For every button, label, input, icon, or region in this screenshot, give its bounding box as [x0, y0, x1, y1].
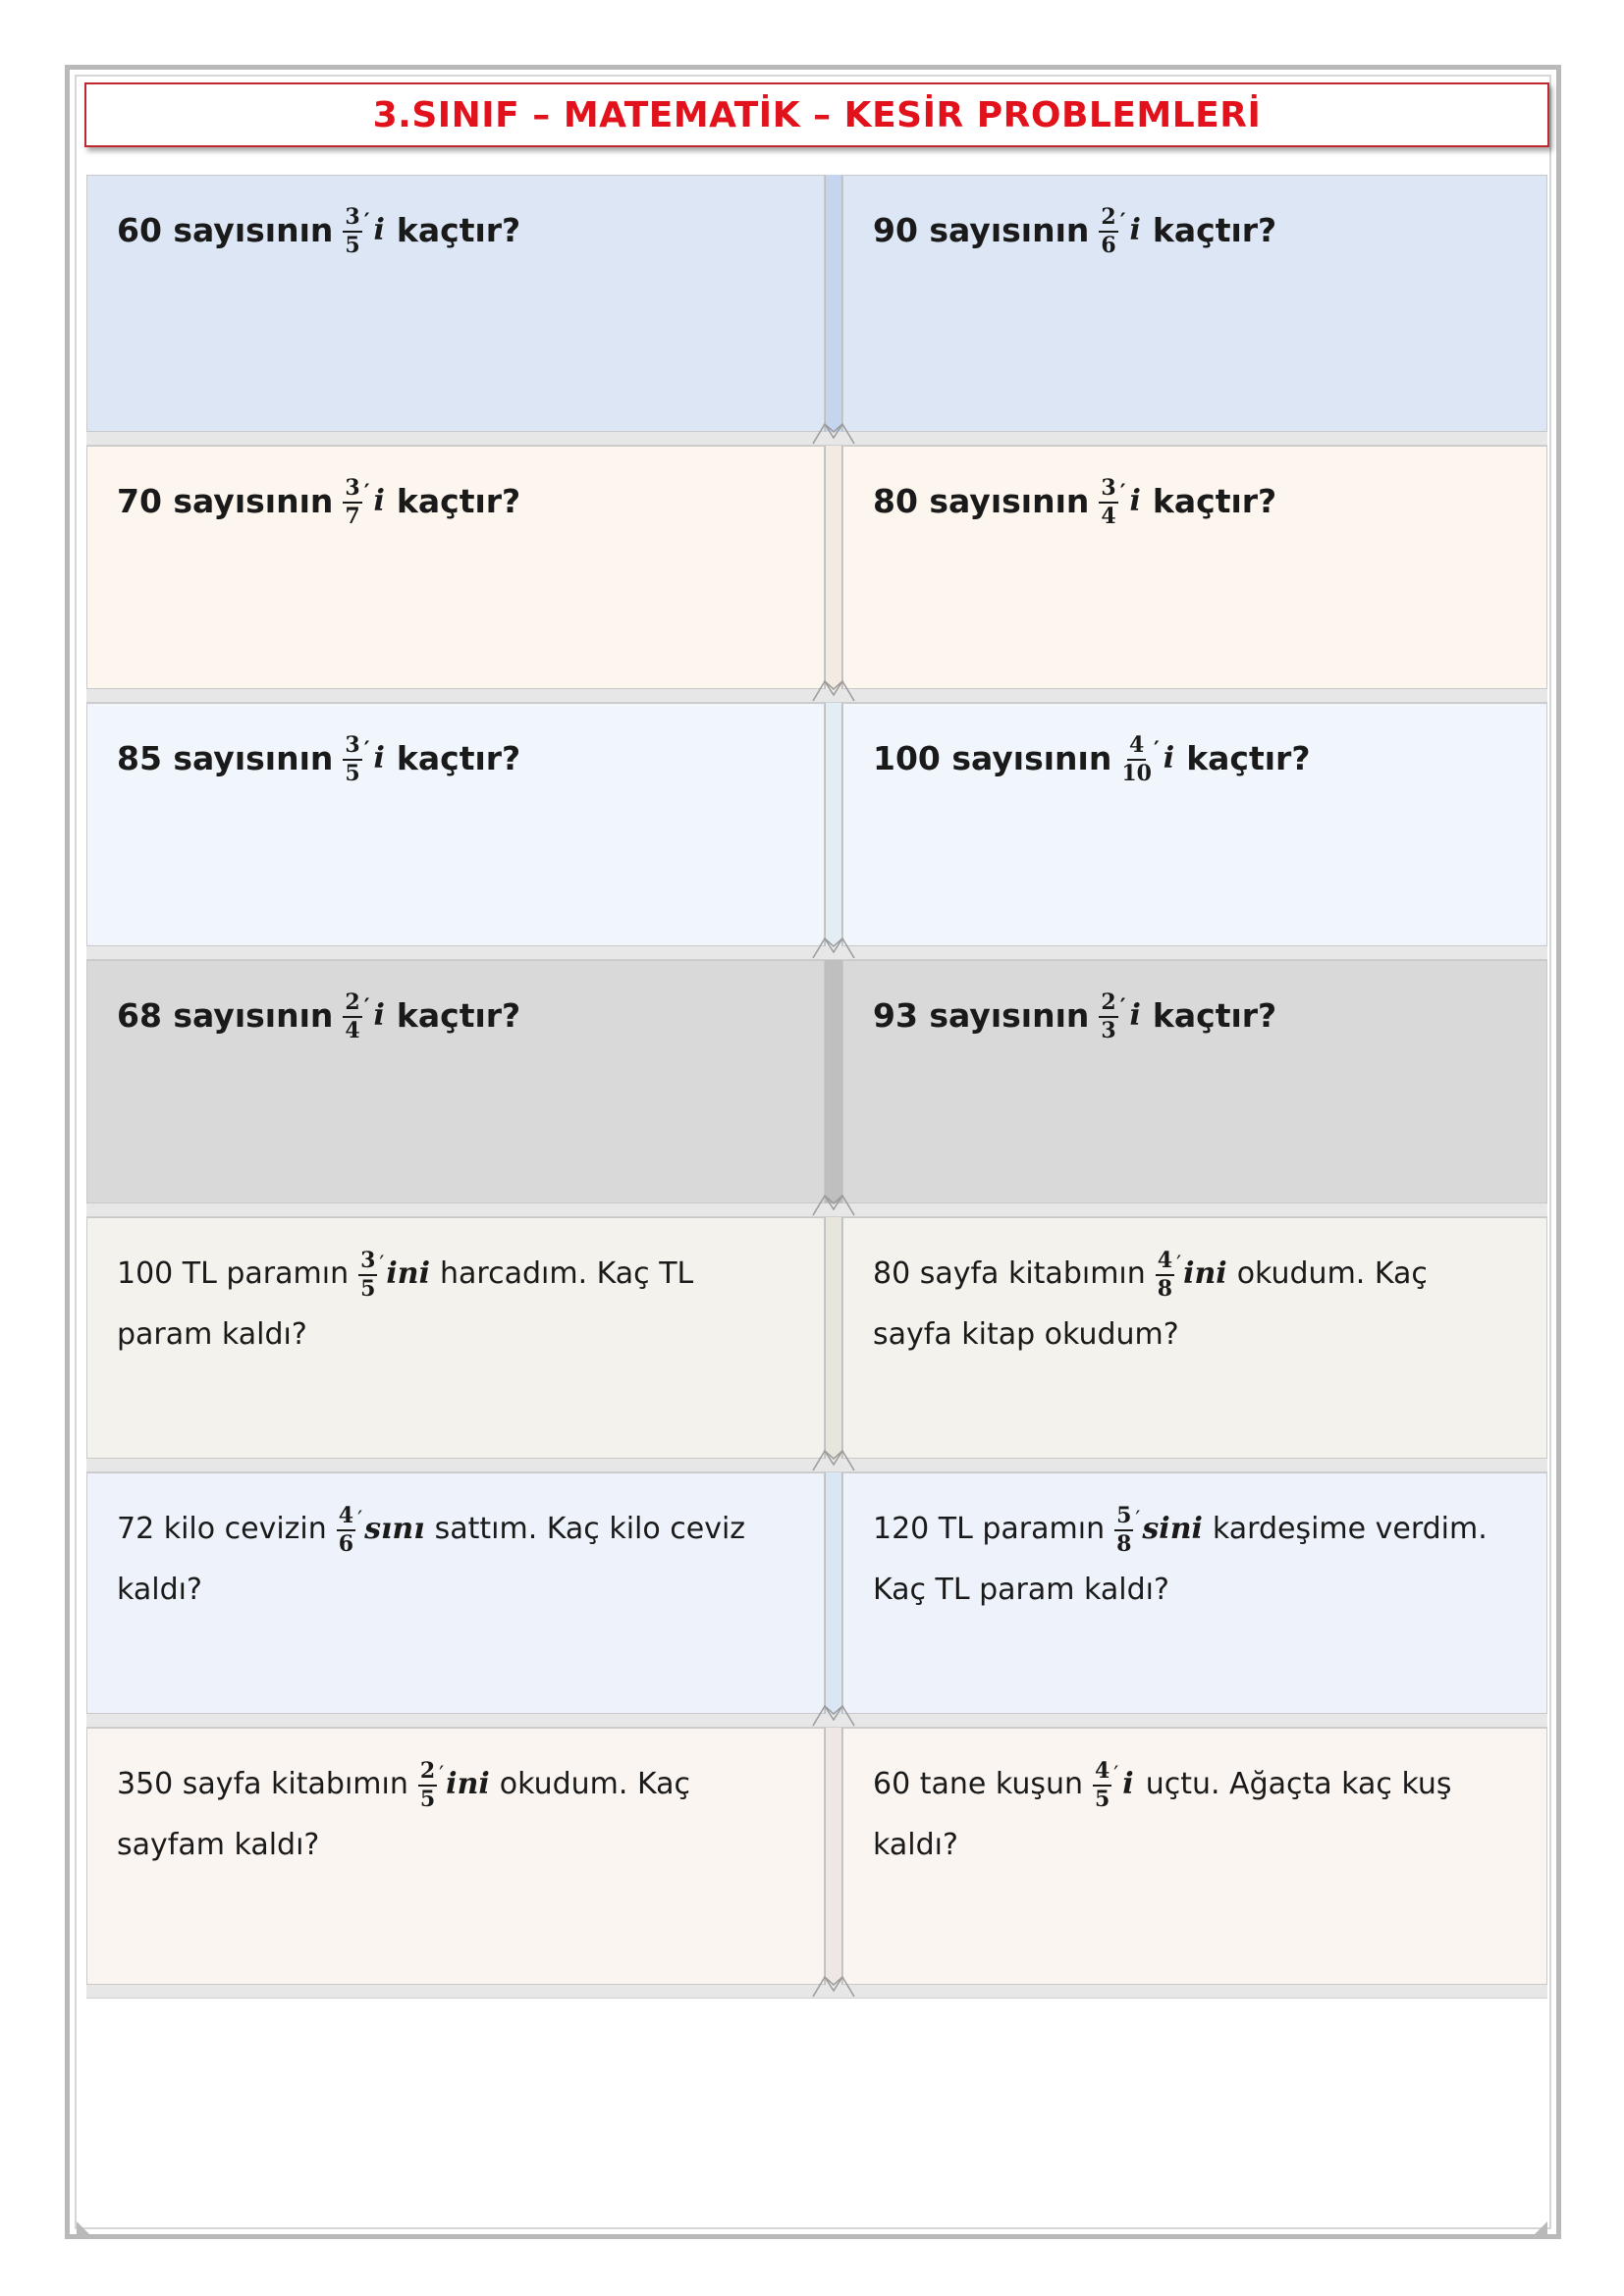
fraction-body: [358, 1249, 377, 1301]
problem-row: [86, 960, 1547, 1203]
question-text: [117, 472, 794, 531]
fold-spine: [825, 1728, 842, 1985]
question-prefix: 90 sayısının: [873, 211, 1090, 249]
fraction-numerator: 3: [1099, 476, 1117, 504]
question-text-line2: param kaldı?: [117, 1317, 307, 1352]
question-suffix-text: harcadım. Kaç TL: [440, 1256, 694, 1291]
question-suffix-text: kaçtır?: [396, 739, 521, 777]
fraction-numerator: 4: [1156, 1249, 1174, 1276]
fraction-denominator: 10: [1121, 760, 1152, 786]
fold-spine: [825, 1217, 842, 1459]
apostrophe-mark: ′: [1153, 736, 1160, 763]
apostrophe-mark: ′: [363, 736, 370, 763]
fold-corner-mark: [811, 1971, 856, 1999]
fraction: [333, 476, 369, 528]
fold-spine: [825, 703, 842, 946]
apostrophe-mark: ′: [1119, 993, 1126, 1020]
fraction-body: [337, 1504, 355, 1556]
problem-card-left: [86, 446, 825, 689]
fraction-denominator: 4: [345, 1017, 360, 1043]
problem-card-right: [842, 960, 1547, 1203]
fraction-numerator: 3: [358, 1249, 377, 1276]
fraction-denominator: 5: [345, 760, 360, 786]
apostrophe-mark: ′: [363, 479, 370, 506]
problem-row: [86, 703, 1547, 946]
problem-card-right: [842, 1217, 1547, 1459]
question-suffix-text: kaçtır?: [1186, 739, 1311, 777]
problem-card-left: [86, 175, 825, 432]
fold-corner-mark: [811, 418, 856, 446]
fraction: [1083, 1759, 1118, 1811]
problem-card-left: [86, 1217, 825, 1459]
question-text: [117, 987, 794, 1045]
problem-row: [86, 1728, 1547, 1985]
fraction-suffix: i: [373, 484, 385, 518]
fraction-denominator: 4: [1101, 503, 1116, 529]
question-suffix-text: kaçtır?: [396, 482, 521, 520]
fraction-suffix: i: [373, 213, 385, 247]
fraction-numerator: 3: [343, 476, 361, 504]
fraction-body: [343, 733, 361, 785]
question-text: [873, 1754, 1517, 1815]
fraction-suffix: i: [1122, 1767, 1134, 1801]
fraction-suffix: i: [1129, 484, 1141, 518]
corner-mark-bottom-left: [77, 2221, 90, 2235]
question-prefix: 72 kilo cevizin: [117, 1512, 327, 1546]
fold-spine: [825, 1472, 842, 1714]
fraction: [349, 1249, 384, 1301]
question-text-line2: Kaç TL param kaldı?: [873, 1573, 1169, 1607]
fraction-body: [1156, 1249, 1174, 1301]
question-text: [117, 1499, 794, 1560]
problem-row: [86, 175, 1547, 432]
question-prefix: 93 sayısının: [873, 996, 1090, 1035]
fold-corner-mark: [811, 1700, 856, 1728]
problem-card-left: [86, 1728, 825, 1985]
question-text: [873, 1499, 1517, 1560]
question-suffix-text: kardeşime verdim.: [1212, 1512, 1488, 1546]
problem-card-right: [842, 1472, 1547, 1714]
problem-card-left: [86, 1472, 825, 1714]
problem-card-left: [86, 960, 825, 1203]
fraction-body: [418, 1759, 437, 1811]
problem-row: [86, 1472, 1547, 1714]
fraction: [408, 1759, 444, 1811]
fraction-denominator: 6: [1101, 232, 1116, 258]
corner-mark-bottom-right: [1534, 2221, 1547, 2235]
fraction-denominator: 5: [1094, 1786, 1110, 1812]
fraction: [1089, 205, 1125, 257]
fraction-denominator: 7: [345, 503, 360, 529]
fold-corner-mark: [811, 933, 856, 960]
apostrophe-mark: ′: [1176, 1252, 1182, 1277]
fraction: [333, 733, 369, 785]
question-prefix: 80 sayfa kitabımın: [873, 1256, 1146, 1291]
question-prefix: 60 tane kuşun: [873, 1767, 1083, 1801]
fold-corner-mark: [811, 1445, 856, 1472]
fold-spine: [825, 175, 842, 432]
fraction-numerator: 2: [1099, 990, 1117, 1018]
fraction-suffix: i: [1129, 998, 1141, 1033]
question-prefix: 100 TL paramın: [117, 1256, 350, 1291]
question-prefix: 80 sayısının: [873, 482, 1090, 520]
fraction-denominator: 8: [1116, 1530, 1132, 1557]
apostrophe-mark: ′: [363, 208, 370, 235]
question-text: [117, 201, 794, 260]
fraction: [1111, 733, 1159, 785]
question-suffix-text: kaçtır?: [1152, 996, 1277, 1035]
fold-spine: [825, 446, 842, 689]
fraction-numerator: 4: [1127, 733, 1146, 761]
fraction-body: [1121, 733, 1152, 785]
question-text: [873, 1244, 1517, 1305]
fraction: [1089, 476, 1125, 528]
fold-spine: [825, 960, 842, 1203]
problem-card-right: [842, 1728, 1547, 1985]
fraction-body: [1099, 990, 1117, 1042]
fraction-denominator: 8: [1157, 1275, 1173, 1302]
question-suffix-text: uçtu. Ağaçta kaç kuş: [1145, 1767, 1452, 1801]
problem-card-right: [842, 175, 1547, 432]
fraction-body: [343, 990, 361, 1042]
question-text: [873, 729, 1517, 788]
worksheet-title: 3.SINIF – MATEMATİK – KESİR PROBLEMLERİ: [372, 94, 1262, 135]
question-prefix: 68 sayısının: [117, 996, 334, 1035]
problem-card-right: [842, 446, 1547, 689]
fraction: [1105, 1504, 1140, 1556]
question-text-line2: kaldı?: [117, 1573, 202, 1607]
problem-row: [86, 1217, 1547, 1459]
question-prefix: 100 sayısının: [873, 739, 1112, 777]
fraction-numerator: 3: [343, 733, 361, 761]
question-text-line2: sayfam kaldı?: [117, 1828, 320, 1862]
question-text: [117, 729, 794, 788]
question-suffix-text: sattım. Kaç kilo ceviz: [434, 1512, 746, 1546]
fraction-body: [343, 476, 361, 528]
question-text-line2: kaldı?: [873, 1828, 958, 1862]
fraction-denominator: 5: [345, 232, 360, 258]
apostrophe-mark: ′: [1135, 1507, 1141, 1532]
fraction-denominator: 6: [338, 1530, 354, 1557]
fraction-numerator: 4: [1093, 1759, 1111, 1787]
fraction-numerator: 2: [343, 990, 361, 1018]
fraction-numerator: 5: [1114, 1504, 1133, 1531]
question-prefix: 60 sayısının: [117, 211, 334, 249]
fraction-body: [1099, 476, 1117, 528]
fraction-numerator: 4: [337, 1504, 355, 1531]
fraction-body: [343, 205, 361, 257]
fraction-numerator: 2: [418, 1759, 437, 1787]
apostrophe-mark: ′: [1113, 1762, 1119, 1788]
problem-row: [86, 446, 1547, 689]
apostrophe-mark: ′: [439, 1762, 445, 1788]
question-text: [117, 1754, 794, 1815]
apostrophe-mark: ′: [1119, 479, 1126, 506]
question-suffix-text: okudum. Kaç: [499, 1767, 690, 1801]
apostrophe-mark: ′: [357, 1507, 363, 1532]
apostrophe-mark: ′: [363, 993, 370, 1020]
question-text: [873, 987, 1517, 1045]
fraction: [1089, 990, 1125, 1042]
question-suffix-text: kaçtır?: [396, 211, 521, 249]
fraction-suffix: i: [373, 998, 385, 1033]
fraction: [1146, 1249, 1181, 1301]
question-text-line2: sayfa kitap okudum?: [873, 1317, 1179, 1352]
fraction-denominator: 5: [419, 1786, 436, 1812]
fraction-suffix: i: [373, 741, 385, 775]
problem-card-right: [842, 703, 1547, 946]
question-suffix-text: okudum. Kaç: [1236, 1256, 1428, 1291]
fraction-numerator: 3: [343, 205, 361, 233]
question-suffix-text: kaçtır?: [1152, 482, 1277, 520]
fraction-denominator: 5: [360, 1275, 376, 1302]
fraction-suffix: i: [1163, 741, 1175, 775]
question-prefix: 70 sayısının: [117, 482, 334, 520]
fraction: [333, 990, 369, 1042]
question-text: [117, 1244, 794, 1305]
question-suffix-text: kaçtır?: [396, 996, 521, 1035]
fraction-denominator: 3: [1101, 1017, 1116, 1043]
fold-corner-mark: [811, 1190, 856, 1217]
fraction-suffix: ini: [446, 1767, 490, 1801]
apostrophe-mark: ′: [379, 1252, 385, 1277]
question-prefix: 85 sayısının: [117, 739, 334, 777]
fraction: [327, 1504, 362, 1556]
fraction-body: [1114, 1504, 1133, 1556]
fraction-body: [1093, 1759, 1111, 1811]
fraction-suffix: sini: [1142, 1512, 1203, 1546]
problem-card-left: [86, 703, 825, 946]
fraction-suffix: sını: [364, 1512, 425, 1546]
fraction-suffix: ini: [1183, 1256, 1227, 1291]
apostrophe-mark: ′: [1119, 208, 1126, 235]
question-prefix: 350 sayfa kitabımın: [117, 1767, 408, 1801]
fraction-suffix: ini: [386, 1256, 431, 1291]
fraction: [333, 205, 369, 257]
fold-corner-mark: [811, 675, 856, 703]
fraction-numerator: 2: [1099, 205, 1117, 233]
question-text: [873, 201, 1517, 260]
question-text: [873, 472, 1517, 531]
question-prefix: 120 TL paramın: [873, 1512, 1106, 1546]
fraction-body: [1099, 205, 1117, 257]
question-suffix-text: kaçtır?: [1152, 211, 1277, 249]
fraction-suffix: i: [1129, 213, 1141, 247]
worksheet-title-box: [84, 82, 1549, 147]
